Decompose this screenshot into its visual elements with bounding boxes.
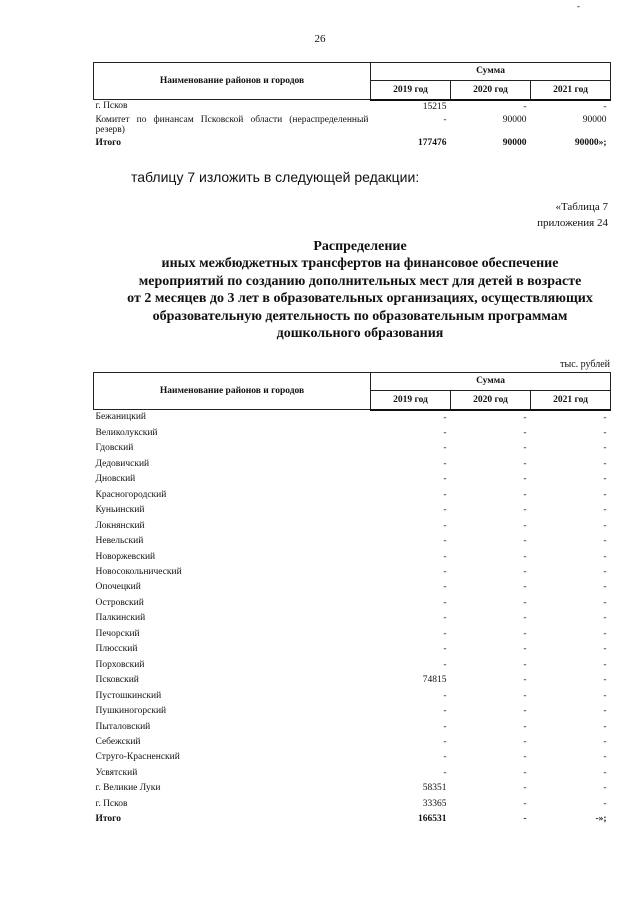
row-value-2021: - [603,458,607,469]
row-value-2021: - [603,505,607,516]
row-name: Порховский [95,659,145,670]
table-row [94,658,611,673]
row-value-2020: - [523,737,527,748]
title-line: дошкольного образования [276,326,444,342]
column-header-2019: 2019 год [371,390,451,409]
row-name: г. Псков [95,798,128,809]
table-row [94,704,611,719]
row-value-2019: - [443,551,447,562]
row-name: Палкинский [95,613,146,624]
row-name: Плюсский [95,644,138,655]
row-value-2019: - [443,458,447,469]
row-value-2019: - [443,505,447,516]
row-value-2020: - [523,798,527,809]
total-value-2019: 177476 [418,137,447,148]
row-name: Локнянский [95,520,145,531]
row-value-2020: - [523,675,527,686]
row-value-2021: - [603,690,607,701]
edit-instruction: таблицу 7 изложить в следующей редакции: [131,169,420,185]
table-row [94,457,611,472]
row-name: Великолукский [95,427,158,438]
row-value-2020: - [523,427,527,438]
table-reference-line: приложения 24 [537,217,608,229]
row-value-2021: - [603,474,607,485]
row-value-2020: - [523,628,527,639]
row-value-2019: - [443,752,447,763]
title-line: от 2 месяцев до 3 лет в образовательных организациях, осуществляющих [127,291,593,307]
row-value-2021: - [603,613,607,624]
row-value-2020: - [523,659,527,670]
row-value-2019: - [443,721,447,732]
row-value-2021: - [603,644,607,655]
row-value-2020: - [523,443,527,454]
row-value-2021: - [603,752,607,763]
row-value-2020: - [523,101,527,112]
row-value-2020: - [523,644,527,655]
row-value-2021: - [603,443,607,454]
row-value-2020: - [523,505,527,516]
table-reference [537,199,608,231]
row-value-2021: - [603,737,607,748]
row-name: Островский [95,597,144,608]
top-table [93,62,611,150]
table-row [94,596,611,611]
total-value-2021: 90000»; [574,137,607,148]
row-name: Дновский [95,474,136,485]
total-value-2020: 90000 [502,137,527,148]
row-value-2021: - [603,489,607,500]
table-reference-line: «Таблица 7 [555,201,608,213]
table-row [94,410,611,426]
row-value-2021: - [603,427,607,438]
table-row [94,550,611,565]
row-value-2020: - [523,613,527,624]
table-row [94,519,611,534]
row-value-2021: - [603,101,607,112]
row-name: Усвятский [95,767,138,778]
row-value-2020: - [523,474,527,485]
row-name: Дедовичский [95,458,150,469]
row-value-2019: - [443,474,447,485]
total-label: Итого [95,814,122,825]
row-name: Новосокольнический [95,567,182,578]
row-value-2019: - [443,443,447,454]
row-name: Красногородский [95,489,167,500]
row-value-2021: - [603,412,607,423]
table-row [94,100,611,114]
row-value-2019: - [443,767,447,778]
row-value-2021: - [603,721,607,732]
row-value-2021: - [603,675,607,686]
row-value-2019: - [443,114,447,125]
table-row [94,503,611,518]
row-value-2020: - [523,520,527,531]
row-value-2020: - [523,690,527,701]
row-value-2021: - [603,536,607,547]
table-row [94,750,611,765]
table-row [94,114,611,137]
row-value-2020: - [523,752,527,763]
row-value-2020: - [523,458,527,469]
row-value-2019: - [443,536,447,547]
main-table [93,372,611,828]
row-value-2021: - [603,798,607,809]
title-line: Распределение [313,239,407,254]
table-row [94,580,611,595]
total-value-2021: -»; [595,814,607,825]
column-header-2020: 2020 год [451,80,531,99]
table-row [94,766,611,781]
row-name: Пушкиногорский [95,706,167,717]
row-value-2021: - [603,567,607,578]
row-value-2021: 90000 [582,114,607,125]
corner-mark: ‑ [577,1,580,11]
row-name: Печорский [95,628,140,639]
row-value-2020: - [523,536,527,547]
title-line: образовательную деятельность по образовательным программам [152,308,568,324]
row-value-2020: - [523,489,527,500]
row-value-2021: - [603,706,607,717]
column-header-name: Наименование районов и городов [94,373,371,410]
table-row [94,488,611,503]
page-number: 26 [314,33,326,45]
row-name: Струго-Красненский [95,752,180,763]
row-name: Опочецкий [95,582,141,593]
row-value-2021: - [603,597,607,608]
row-name: Пустошкинский [95,690,162,701]
row-value-2021: - [603,767,607,778]
row-value-2019: - [443,567,447,578]
document-title [60,238,640,342]
column-header-sum: Сумма [371,63,611,81]
row-value-2020: - [523,551,527,562]
row-name: Бежаницкий [95,412,146,423]
table-row [94,720,611,735]
table-row [94,611,611,626]
row-value-2019: 58351 [422,783,447,794]
row-value-2021: - [603,551,607,562]
row-value-2019: - [443,582,447,593]
row-name: Комитет по финансам Псковской области (нераспределенный резерв) [95,114,369,135]
table-row [94,797,611,812]
table-row [94,472,611,487]
row-value-2020: - [523,767,527,778]
row-value-2020: - [523,706,527,717]
row-value-2020: - [523,567,527,578]
row-value-2020: - [523,412,527,423]
row-value-2019: 15215 [422,101,447,112]
row-value-2021: - [603,659,607,670]
row-value-2019: - [443,597,447,608]
table-row [94,673,611,688]
row-value-2021: - [603,628,607,639]
total-label: Итого [95,137,122,148]
row-value-2019: - [443,489,447,500]
column-header-2021: 2021 год [531,80,611,99]
table-row [94,735,611,750]
row-value-2020: - [523,721,527,732]
row-value-2021: - [603,582,607,593]
column-header-2020: 2020 год [451,390,531,409]
row-value-2021: - [603,783,607,794]
row-value-2020: - [523,582,527,593]
column-header-2021: 2021 год [531,390,611,409]
row-name: Пыталовский [95,721,151,732]
units-label: тыс. рублей [560,359,610,370]
row-name: Куньинский [95,505,145,516]
table-row [94,565,611,580]
title-line: иных межбюджетных трансфертов на финансовое обеспечение [161,256,559,272]
row-name: Псковский [95,675,139,686]
table-row [94,689,611,704]
row-value-2019: - [443,520,447,531]
row-value-2019: - [443,706,447,717]
column-header-sum: Сумма [371,373,611,391]
row-name: г. Великие Луки [95,783,161,794]
total-row [94,812,611,827]
row-value-2020: - [523,783,527,794]
row-name: Себежский [95,737,141,748]
row-value-2020: - [523,597,527,608]
row-value-2019: - [443,737,447,748]
row-value-2019: - [443,427,447,438]
total-value-2020: - [523,814,527,825]
table-row [94,441,611,456]
table-row [94,534,611,549]
row-value-2019: - [443,628,447,639]
row-value-2019: 33365 [422,798,447,809]
row-value-2019: - [443,659,447,670]
total-row [94,137,611,150]
table-row [94,426,611,441]
row-value-2019: 74815 [422,675,447,686]
row-name: Новоржевский [95,551,156,562]
row-value-2019: - [443,613,447,624]
row-name: Невельский [95,536,144,547]
main-table-body [94,410,611,828]
row-value-2019: - [443,644,447,655]
title-line: мероприятий по созданию дополнительных мест для детей в возрасте [138,273,582,289]
row-name: г. Псков [95,101,128,112]
column-header-name: Наименование районов и городов [94,63,371,100]
table-row [94,642,611,657]
row-value-2021: - [603,520,607,531]
row-value-2020: 90000 [502,114,527,125]
table-row [94,781,611,796]
row-value-2019: - [443,412,447,423]
row-value-2019: - [443,690,447,701]
table-row [94,627,611,642]
total-value-2019: 166531 [418,814,447,825]
row-name: Гдовский [95,443,134,454]
column-header-2019: 2019 год [371,80,451,99]
